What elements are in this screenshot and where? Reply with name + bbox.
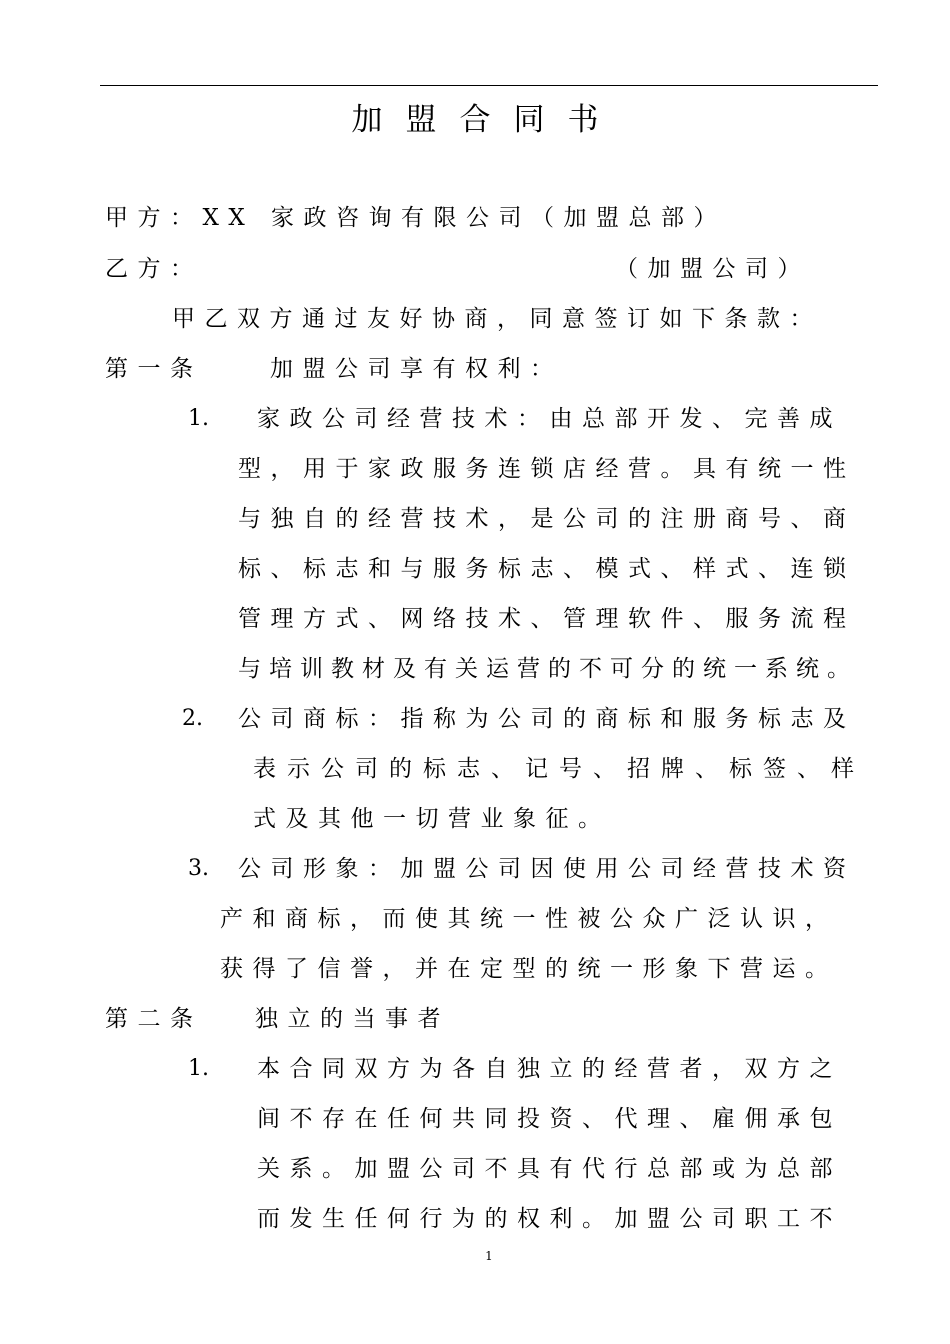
preamble: 甲乙双方通过友好协商，同意签订如下条款： <box>172 306 822 332</box>
item-line: 型，用于家政服务连锁店经营。具有统一性 <box>238 456 856 482</box>
item-line: 管理方式、网络技术、管理软件、服务流程 <box>238 606 856 632</box>
item-line: 与培训教材及有关运营的不可分的统一系统。 <box>238 656 858 682</box>
item-number: 3. <box>188 856 209 881</box>
item-line: 而发生任何行为的权利。加盟公司职工不 <box>257 1206 842 1232</box>
item-line: 关系。加盟公司不具有代行总部或为总部 <box>257 1156 842 1182</box>
item-line: 家政公司经营技术：由总部开发、完善成 <box>257 406 842 432</box>
article-title: 独立的当事者 <box>255 1006 450 1032</box>
party-b-label: 乙方： <box>105 256 203 282</box>
party-a: 甲方：XX 家政咨询有限公司（加盟总部） <box>105 205 727 231</box>
article-title: 加盟公司享有权利： <box>270 356 563 382</box>
article-heading: 第二条 <box>105 1006 203 1032</box>
item-line: 表示公司的标志、记号、招牌、标签、样 <box>253 756 865 782</box>
item-line: 本合同双方为各自独立的经营者，双方之 <box>257 1056 842 1082</box>
item-number: 1. <box>188 406 209 431</box>
item-line: 与独自的经营技术，是公司的注册商号、商 <box>238 506 856 532</box>
item-line: 间不存在任何共同投资、代理、雇佣承包 <box>257 1106 842 1132</box>
item-line: 式及其他一切营业象征。 <box>253 806 611 832</box>
header-rule <box>100 85 878 86</box>
item-line: 公司商标：指称为公司的商标和服务标志及 <box>238 706 856 732</box>
document-title: 加盟合同书 <box>351 102 622 138</box>
article-heading: 第一条 <box>105 356 203 382</box>
page-number: 1 <box>485 1249 493 1263</box>
item-number: 1. <box>188 1056 209 1081</box>
party-b-suffix: （加盟公司） <box>615 256 810 282</box>
item-line: 产和商标，而使其统一性被公众广泛认识， <box>220 906 838 932</box>
item-line: 标、标志和与服务标志、模式、样式、连锁 <box>238 556 856 582</box>
item-line: 获得了信誉，并在定型的统一形象下营运。 <box>220 956 838 982</box>
item-line: 公司形象：加盟公司因使用公司经营技术资 <box>238 856 856 882</box>
item-number: 2. <box>182 706 203 731</box>
